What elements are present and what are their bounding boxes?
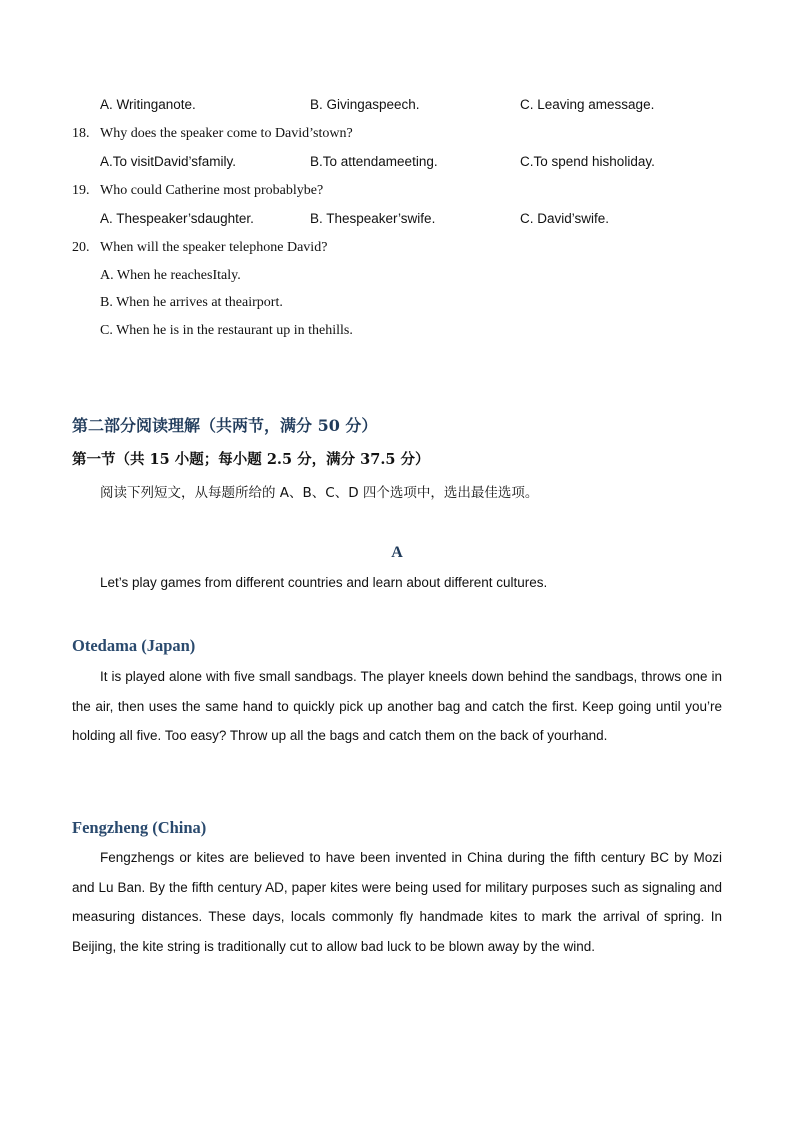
option-a: A. Writinganote.: [100, 97, 196, 112]
option-c: C. When he is in the restaurant up in thehills.: [100, 323, 353, 338]
section-heading: 第一节（共 15 小题；每小题 2.5 分，满分 37.5 分）: [72, 451, 430, 468]
part-heading: 第二部分阅读理解（共两节，满分 50 分）: [72, 416, 378, 435]
question-text: When will the speaker telephone David?: [100, 240, 328, 255]
question-text: Who could Catherine most probablybe?: [100, 183, 324, 198]
passage-label: A: [391, 544, 403, 561]
option-c: C. David’swife.: [520, 211, 610, 226]
option-a: A. Thespeaker’sdaughter.: [100, 211, 254, 226]
question-number: 20.: [72, 240, 90, 255]
option-b: B.To attendameeting.: [310, 154, 438, 169]
option-b: B. When he arrives at theairport.: [100, 295, 283, 310]
option-a: A.To visitDavid’sfamily.: [100, 154, 237, 169]
game-body-fengzheng: Fengzhengs or kites are believed to have been invented in China during the fifth century BC by Mozi and Lu Ban. By the fifth century AD, paper kites were being used for military purposes such as signaling and measuring distances. These days, locals commonly fly handmade kites to mark the arrival of spring. In Beijing, the kite string is traditionally cut to allow bad luck to be blown away by the wind.: [72, 850, 722, 954]
option-c: C.To spend hisholiday.: [520, 154, 655, 169]
question-text: Why does the speaker come to David’stown?: [100, 126, 353, 141]
option-b: B. Givingaspeech.: [310, 97, 420, 112]
option-b: B. Thespeaker’swife.: [310, 211, 436, 226]
passage-intro: Let’s play games from different countries and learn about different cultures.: [100, 575, 548, 590]
game-title-otedama: Otedama (Japan): [72, 636, 196, 655]
option-c: C. Leaving amessage.: [520, 97, 655, 112]
question-number: 19.: [72, 183, 90, 198]
game-body-otedama: It is played alone with five small sandbags. The player kneels down behind the sandbags, throws one in the air, then uses the same hand to quickly pick up another bag and catch the first. Keep going until you’re holding all five. Too easy? Throw up all the bags and catch them on the back of yourhand.: [72, 669, 722, 743]
instructions: 阅读下列短文，从每题所给的 A、B、C、D 四个选项中，选出最佳选项。: [100, 485, 539, 501]
option-a: A. When he reachesItaly.: [100, 268, 241, 283]
game-title-fengzheng: Fengzheng (China): [72, 818, 207, 837]
question-number: 18.: [72, 126, 90, 141]
